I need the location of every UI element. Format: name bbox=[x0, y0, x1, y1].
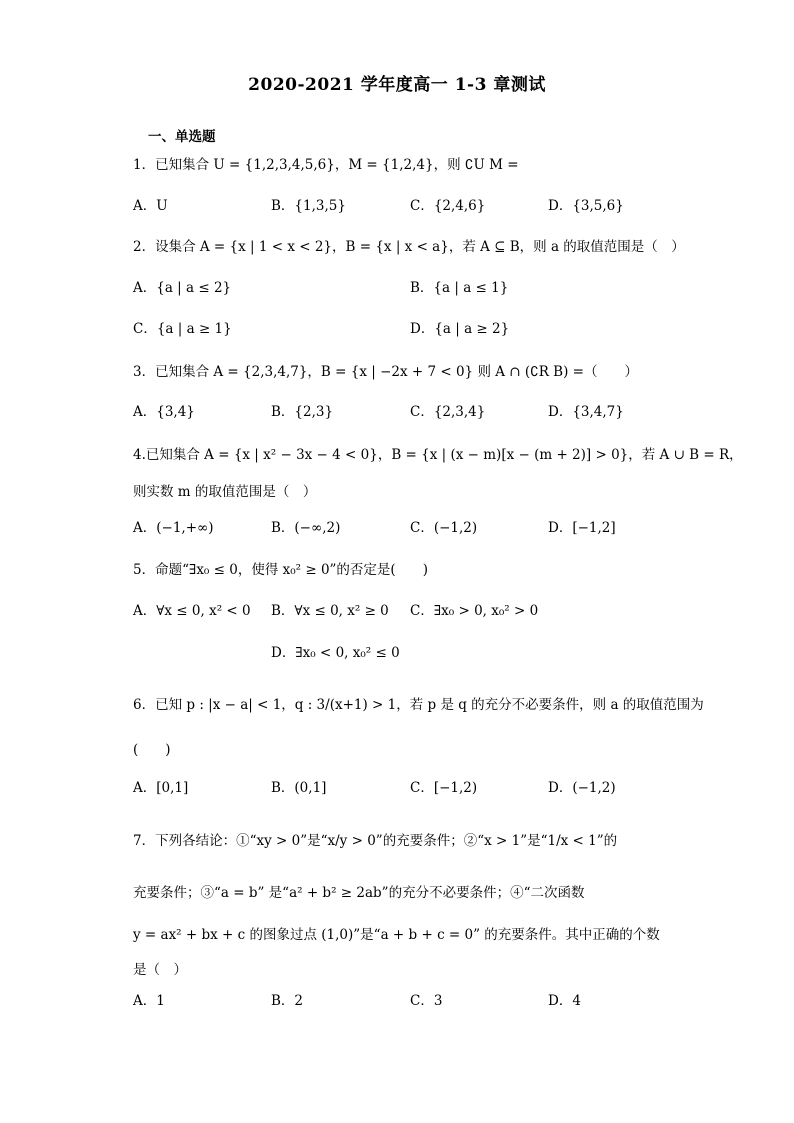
question-2-option-b: B．{a | a ≤ 1} bbox=[410, 280, 509, 296]
question-1-option-b: B．{1,3,5} bbox=[271, 198, 346, 214]
question-4-option-c: C．(−1,2) bbox=[410, 520, 478, 536]
question-5-stem: 5．命题“∃x₀ ≤ 0，使得 x₀² ≥ 0”的否定是( ) bbox=[133, 562, 428, 578]
question-1-option-a: A．U bbox=[133, 198, 168, 214]
page-title: 2020-2021 学年度高一 1-3 章测试 bbox=[248, 75, 546, 95]
question-5-option-b: B．∀x ≤ 0, x² ≥ 0 bbox=[271, 603, 389, 619]
question-5-option-d: D．∃x₀ < 0, x₀² ≤ 0 bbox=[271, 645, 400, 661]
question-1-option-c: C．{2,4,6} bbox=[410, 198, 486, 214]
question-6-option-b: B．(0,1] bbox=[271, 780, 327, 796]
question-3-option-a: A．{3,4} bbox=[133, 404, 195, 420]
question-7-option-c: C．3 bbox=[410, 993, 443, 1009]
question-3-option-b: B．{2,3} bbox=[271, 404, 334, 420]
question-6-option-d: D．(−1,2) bbox=[548, 780, 616, 796]
question-7-option-d: D．4 bbox=[548, 993, 581, 1009]
question-6-stem: 6．已知 p : |x − a| < 1，q : 3/(x+1) > 1，若 p 是 q 的充分不必要条件，则 a 的取值范围为 bbox=[133, 697, 704, 713]
question-3-stem: 3．已知集合 A = {2,3,4,7}，B = {x | −2x + 7 < 0} 则 A ∩ (∁R B) =（ ） bbox=[133, 364, 638, 380]
question-2-option-a: A．{a | a ≤ 2} bbox=[133, 280, 232, 296]
question-7-option-b: B．2 bbox=[271, 993, 304, 1009]
question-3-option-c: C．{2,3,4} bbox=[410, 404, 486, 420]
question-4-option-d: D．[−1,2] bbox=[548, 520, 616, 536]
question-7-stem-line3: y = ax² + bx + c 的图象过点 (1,0)”是“a + b + c = 0” 的充要条件。其中正确的个数 bbox=[133, 927, 660, 943]
question-1-stem: 1．已知集合 U = {1,2,3,4,5,6}，M = {1,2,4}，则 ∁U M = bbox=[133, 157, 519, 173]
question-4-option-b: B．(−∞,2) bbox=[271, 520, 341, 536]
question-7-stem-line2: 充要条件；③“a = b” 是“a² + b² ≥ 2ab”的充分不必要条件；④“二次函数 bbox=[133, 885, 585, 901]
section-heading: 一、单选题 bbox=[148, 129, 216, 145]
question-4-option-a: A．(−1,+∞) bbox=[133, 520, 214, 536]
question-5-option-a: A．∀x ≤ 0, x² < 0 bbox=[133, 603, 251, 619]
question-7-stem-line4: 是（ ） bbox=[133, 962, 187, 978]
question-4-stem: 4.已知集合 A = {x | x² − 3x − 4 < 0}，B = {x | (x − m)[x − (m + 2)] > 0}，若 A ∪ B = R， bbox=[133, 447, 743, 463]
question-5-option-c: C．∃x₀ > 0, x₀² > 0 bbox=[410, 603, 539, 619]
question-2-option-c: C．{a | a ≥ 1} bbox=[133, 321, 232, 337]
question-3-option-d: D．{3,4,7} bbox=[548, 404, 624, 420]
question-6-option-a: A．[0,1] bbox=[133, 780, 189, 796]
question-7-stem: 7．下列各结论：①“xy > 0”是“x/y > 0”的充要条件；②“x > 1”是“1/x < 1”的 bbox=[133, 833, 618, 849]
question-7-option-a: A．1 bbox=[133, 993, 165, 1009]
question-2-stem: 2．设集合 A = {x | 1 < x < 2}，B = {x | x < a}，若 A ⊆ B，则 a 的取值范围是（ ） bbox=[133, 239, 685, 255]
question-2-option-d: D．{a | a ≥ 2} bbox=[410, 321, 510, 337]
question-4-stem-cont: 则实数 m 的取值范围是（ ） bbox=[133, 484, 317, 500]
question-1-option-d: D．{3,5,6} bbox=[548, 198, 624, 214]
question-6-stem-cont: ( ) bbox=[133, 742, 171, 758]
question-6-option-c: C．[−1,2) bbox=[410, 780, 478, 796]
